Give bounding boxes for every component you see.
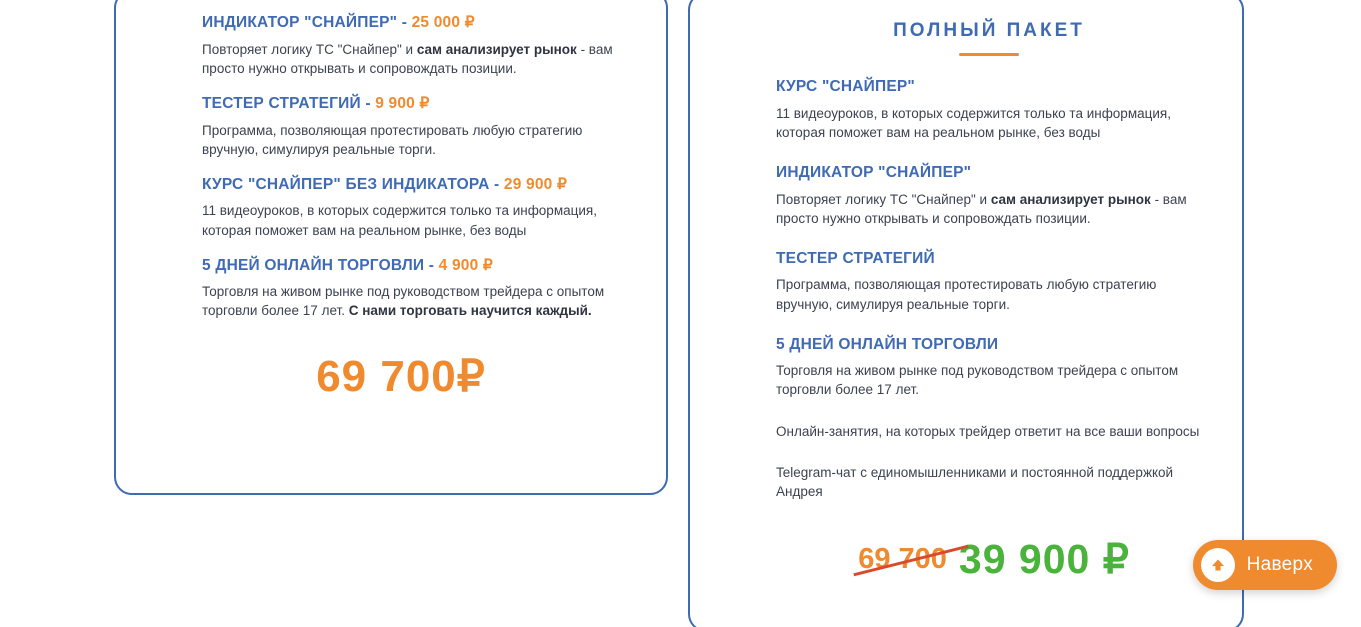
package-item-description: Повторяет логику ТС "Снайпер" и сам анализирует рынок - вам просто нужно открывать и сопровождать позиции. <box>776 191 1187 226</box>
product-item <box>202 257 636 321</box>
package-price-row <box>786 535 1202 583</box>
package-item <box>776 164 1202 228</box>
product-item <box>202 14 636 78</box>
product-title <box>202 257 636 276</box>
package-item <box>776 336 1202 400</box>
product-description: Повторяет логику ТС "Снайпер" и сам анализирует рынок - вам просто нужно открывать и сопровождать позиции. <box>202 41 613 76</box>
heading-underline <box>959 53 1019 56</box>
product-price: 4 900 ₽ <box>438 256 493 274</box>
package-item <box>776 250 1202 314</box>
arrow-up-icon <box>1201 548 1235 582</box>
package-item-title: 5 ДНЕЙ ОНЛАЙН ТОРГОВЛИ <box>776 335 999 353</box>
product-price: 29 900 ₽ <box>503 175 568 193</box>
package-item-title: ИНДИКАТОР "СНАЙПЕР" <box>776 163 972 181</box>
product-title-text: ИНДИКАТОР "СНАЙПЕР" - <box>202 14 412 31</box>
new-price: 39 900 ₽ <box>958 536 1130 583</box>
separate-total-price: 69 700₽ <box>316 351 486 401</box>
scroll-to-top-button[interactable] <box>1193 540 1337 590</box>
package-item-description: Программа, позволяющая протестировать любую стратегию вручную, симулируя реальные торги. <box>776 277 1157 312</box>
product-description: Программа, позволяющая протестировать любую стратегию вручную, симулируя реальные торги. <box>202 122 583 157</box>
product-price: 25 000 ₽ <box>411 14 475 31</box>
package-item-description: 11 видеоуроков, в которых содержится только та информация, которая поможет вам на реальном рынке, без воды <box>776 105 1171 140</box>
package-extra-text: Telegram-чат с единомышленниками и постоянной поддержкой Андрея <box>776 464 1174 499</box>
product-description: Торговля на живом рынке под руководством трейдера с опытом торговли более 17 лет. С нами торговать научится каждый. <box>202 284 605 319</box>
separate-products-card <box>114 0 668 495</box>
old-price: 69 700 <box>858 543 947 576</box>
package-extra-text: Онлайн-занятия, на которых трейдер ответит на все ваши вопросы <box>776 423 1200 439</box>
product-title <box>202 95 636 114</box>
product-title-text: ТЕСТЕР СТРАТЕГИЙ - <box>202 94 376 112</box>
package-item-title: КУРС "СНАЙПЕР" <box>776 78 915 95</box>
package-item-title: ТЕСТЕР СТРАТЕГИЙ <box>776 249 935 267</box>
product-title-text: 5 ДНЕЙ ОНЛАЙН ТОРГОВЛИ - <box>202 256 439 274</box>
full-package-card <box>688 0 1244 627</box>
product-title-text: КУРС "СНАЙПЕР" БЕЗ ИНДИКАТОРА - <box>202 175 504 193</box>
package-extra <box>776 463 1202 501</box>
product-item <box>202 95 636 159</box>
package-item <box>776 78 1202 142</box>
product-item <box>202 176 636 240</box>
product-title <box>202 176 636 195</box>
package-item-description: Торговля на живом рынке под руководством трейдера с опытом торговли более 17 лет. <box>776 363 1179 398</box>
full-package-heading: ПОЛНЫЙ ПАКЕТ <box>893 20 1085 41</box>
scroll-to-top-label: Наверх <box>1246 554 1313 575</box>
product-description: 11 видеоуроков, в которых содержится только та информация, которая поможет вам на реальном рынке, без воды <box>202 203 597 238</box>
product-price: 9 900 ₽ <box>375 94 430 112</box>
package-extra <box>776 422 1202 441</box>
product-title <box>202 14 636 33</box>
